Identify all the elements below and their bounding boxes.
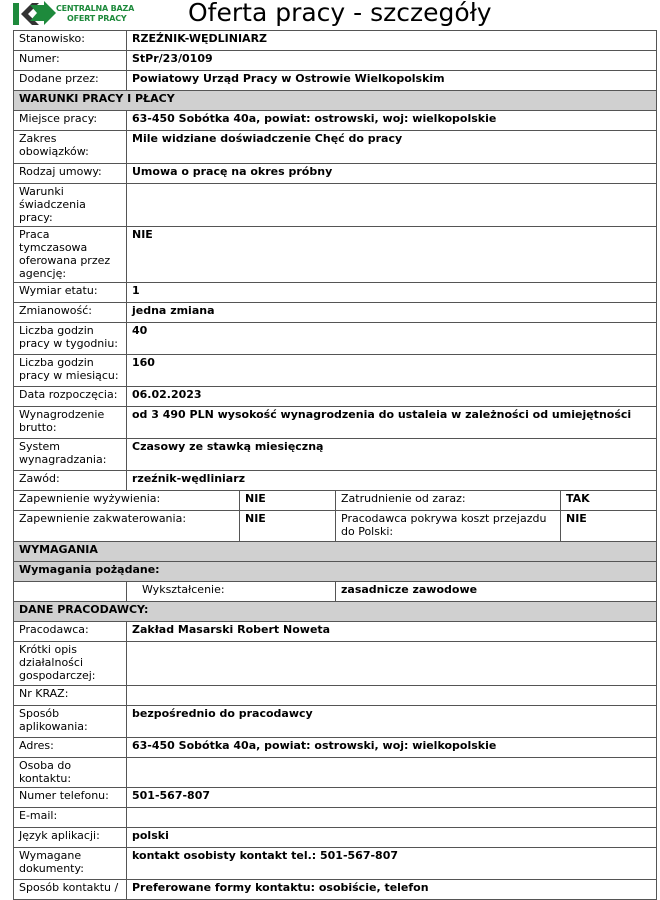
value-kraz [127, 686, 657, 706]
label-zakres: Zakres obowiązków: [14, 131, 127, 164]
label-data: Data rozpoczęcia: [14, 387, 127, 407]
value-pracodawca: Zakład Masarski Robert Noweta [127, 622, 657, 642]
logo-emblem-icon [12, 1, 56, 27]
label-wynagrodzenie: Wynagrodzenie brutto: [14, 407, 127, 439]
row-zakwaterowanie [14, 511, 657, 542]
label-miejsce: Miejsce pracy: [14, 111, 127, 131]
label-sposob: Sposób aplikowania: [14, 706, 127, 738]
label-dodane: Dodane przez: [14, 71, 127, 91]
spacer-cell [14, 582, 127, 602]
row-dodane [14, 71, 657, 91]
label-adres: Adres: [14, 738, 127, 758]
row-tymczasowa [14, 227, 657, 283]
row-osoba [14, 758, 657, 788]
row-pracodawca [14, 622, 657, 642]
value-miejsce: 63-450 Sobótka 40a, powiat: ostrowski, woj: wielkopolskie [127, 111, 657, 131]
value-wyksztalcenie: zasadnicze zawodowe [336, 582, 657, 602]
row-kontakt [14, 880, 657, 900]
label-numer: Numer: [14, 51, 127, 71]
value-telefon: 501-567-807 [127, 788, 657, 808]
value-rodzaj: Umowa o pracę na okres próbny [127, 164, 657, 184]
value-wyzywienie: NIE [240, 491, 336, 511]
offer-details-table [13, 30, 657, 900]
value-sposob: bezpośrednio do pracodawcy [127, 706, 657, 738]
label-system: System wynagradzania: [14, 439, 127, 471]
logo-line2: OFERT PRACY [67, 14, 127, 23]
row-miejsce [14, 111, 657, 131]
label-godz-tydz: Liczba godzin pracy w tygodniu: [14, 323, 127, 355]
value-adres: 63-450 Sobótka 40a, powiat: ostrowski, woj: wielkopolskie [127, 738, 657, 758]
section-warunki [14, 91, 657, 111]
value-zmianowosc: jedna zmiana [127, 303, 657, 323]
value-tymczasowa: NIE [127, 227, 657, 283]
label-osoba: Osoba do kontaktu: [14, 758, 127, 788]
row-opis [14, 642, 657, 686]
section-wymagania [14, 542, 657, 562]
row-wynagrodzenie [14, 407, 657, 439]
label-jezyk: Język aplikacji: [14, 828, 127, 848]
label-zatrudnienie: Zatrudnienie od zaraz: [336, 491, 561, 511]
row-adres [14, 738, 657, 758]
value-zawod: rzeźnik-wędliniarz [127, 471, 657, 491]
page-title: Oferta pracy - szczegóły [188, 0, 492, 27]
value-opis [127, 642, 657, 686]
value-jezyk: polski [127, 828, 657, 848]
label-telefon: Numer telefonu: [14, 788, 127, 808]
label-dokumenty: Wymagane dokumenty: [14, 848, 127, 880]
value-data: 06.02.2023 [127, 387, 657, 407]
row-warunki-swiadczenia [14, 184, 657, 227]
page-header [0, 0, 660, 30]
row-dokumenty [14, 848, 657, 880]
value-dokumenty: kontakt osobisty kontakt tel.: 501-567-807 [127, 848, 657, 880]
cbop-logo [12, 1, 137, 27]
value-kontakt: Preferowane formy kontaktu: osobiście, telefon [127, 880, 657, 900]
label-wymiar: Wymiar etatu: [14, 283, 127, 303]
row-data [14, 387, 657, 407]
row-stanowisko [14, 31, 657, 51]
label-rodzaj: Rodzaj umowy: [14, 164, 127, 184]
row-godz-tydz [14, 323, 657, 355]
label-wyksztalcenie: Wykształcenie: [127, 582, 336, 602]
value-zakwaterowanie: NIE [240, 511, 336, 542]
label-tymczasowa: Praca tymczasowa oferowana przez agencję: [14, 227, 127, 283]
value-godz-tydz: 40 [127, 323, 657, 355]
row-jezyk [14, 828, 657, 848]
value-osoba [127, 758, 657, 788]
row-system [14, 439, 657, 471]
subsection-wymagania-pozadane [14, 562, 657, 582]
value-godz-mies: 160 [127, 355, 657, 387]
value-zatrudnienie: TAK [561, 491, 657, 511]
value-numer: StPr/23/0109 [127, 51, 657, 71]
row-numer [14, 51, 657, 71]
row-zakres [14, 131, 657, 164]
row-zawod [14, 471, 657, 491]
label-zakwaterowanie: Zapewnienie zakwaterowania: [14, 511, 240, 542]
value-wymiar: 1 [127, 283, 657, 303]
label-stanowisko: Stanowisko: [14, 31, 127, 51]
row-kraz [14, 686, 657, 706]
section-heading-warunki: WARUNKI PRACY I PŁACY [14, 91, 657, 111]
label-kraz: Nr KRAZ: [14, 686, 127, 706]
value-email [127, 808, 657, 828]
value-warunki-swiadczenia [127, 184, 657, 227]
label-wyzywienie: Zapewnienie wyżywienia: [14, 491, 240, 511]
label-warunki-swiadczenia: Warunki świadczenia pracy: [14, 184, 127, 227]
row-godz-mies [14, 355, 657, 387]
section-pracodawca [14, 602, 657, 622]
value-system: Czasowy ze stawką miesięczną [127, 439, 657, 471]
value-wynagrodzenie: od 3 490 PLN wysokość wynagrodzenia do ustaleia w zależności od umiejętności [127, 407, 657, 439]
row-sposob [14, 706, 657, 738]
value-dodane: Powiatowy Urząd Pracy w Ostrowie Wielkopolskim [127, 71, 657, 91]
label-pracodawca: Pracodawca: [14, 622, 127, 642]
section-heading-pracodawca: DANE PRACODAWCY: [14, 602, 657, 622]
section-heading-wymagania: WYMAGANIA [14, 542, 657, 562]
value-zakres: Mile widziane doświadczenie Chęć do pracy [127, 131, 657, 164]
label-email: E-mail: [14, 808, 127, 828]
row-zmianowosc [14, 303, 657, 323]
row-rodzaj [14, 164, 657, 184]
row-telefon [14, 788, 657, 808]
label-przejazd: Pracodawca pokrywa koszt przejazdu do Polski: [336, 511, 561, 542]
subsection-heading-pozadane: Wymagania pożądane: [14, 562, 657, 582]
value-stanowisko: RZEŹNIK-WĘDLINIARZ [127, 31, 657, 51]
row-wyzywienie [14, 491, 657, 511]
label-godz-mies: Liczba godzin pracy w miesiącu: [14, 355, 127, 387]
row-wyksztalcenie [14, 582, 657, 602]
label-zmianowosc: Zmianowość: [14, 303, 127, 323]
label-opis: Krótki opis działalności gospodarczej: [14, 642, 127, 686]
logo-line1: CENTRALNA BAZA [56, 4, 135, 13]
row-email [14, 808, 657, 828]
label-zawod: Zawód: [14, 471, 127, 491]
label-kontakt: Sposób kontaktu / [14, 880, 127, 900]
row-wymiar [14, 283, 657, 303]
value-przejazd: NIE [561, 511, 657, 542]
